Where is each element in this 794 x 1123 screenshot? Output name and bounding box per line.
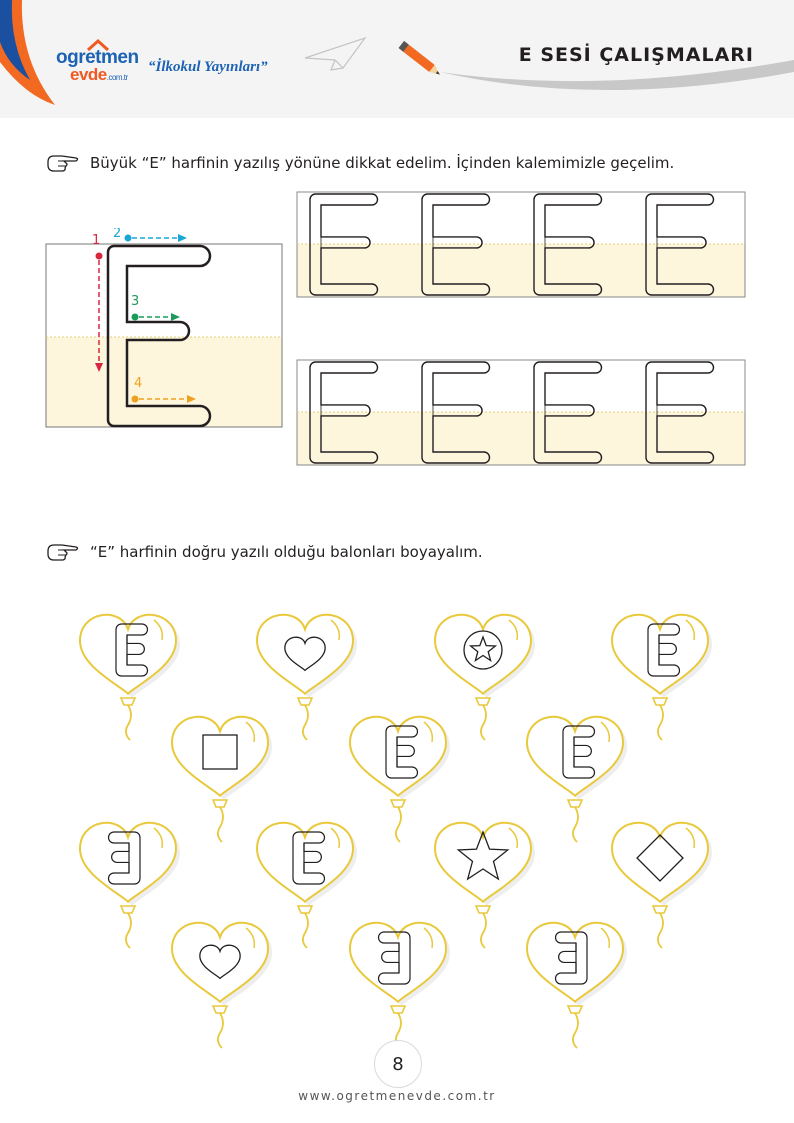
pointing-hand-icon xyxy=(46,152,80,174)
balloon-field xyxy=(0,600,794,1080)
logo-bottom-text xyxy=(70,67,139,85)
arrow-2 xyxy=(113,228,187,242)
balloon[interactable] xyxy=(527,717,627,842)
house-icon xyxy=(86,38,110,52)
balloon[interactable] xyxy=(80,823,180,948)
instruction-2-text: “E” harfinin doğru yazılı olduğu balonları boyayalım. xyxy=(90,543,483,561)
balloon[interactable] xyxy=(80,615,180,740)
logo-top-text: ogretmen xyxy=(56,47,139,68)
tracing-row-1[interactable] xyxy=(296,191,746,299)
logo-domain: .com.tr xyxy=(106,73,128,82)
step-1-label: 1 xyxy=(92,233,101,248)
balloon[interactable] xyxy=(612,823,712,948)
instruction-2 xyxy=(46,541,483,563)
instruction-1-text: Büyük “E” harfinin yazılış yönüne dikkat edelim. İçinden kalemimizle geçelim. xyxy=(90,154,675,172)
step-2-label: 2 xyxy=(113,228,122,241)
balloon[interactable] xyxy=(172,923,272,1048)
tracing-row-2[interactable] xyxy=(296,359,746,467)
logo[interactable] xyxy=(56,48,139,85)
balloon[interactable] xyxy=(435,615,535,740)
page-number: 8 xyxy=(374,1040,422,1088)
stroke-guide xyxy=(44,228,284,428)
site-url[interactable]: www.ogretmenevde.com.tr xyxy=(298,1089,496,1103)
logo-evde: evde xyxy=(70,65,107,84)
balloon[interactable] xyxy=(257,823,357,948)
step-3-label: 3 xyxy=(131,294,140,309)
balloon[interactable] xyxy=(612,615,712,740)
guide-writing-band xyxy=(47,337,282,427)
balloon[interactable] xyxy=(172,717,272,842)
paper-plane-icon xyxy=(305,38,365,70)
publisher-name: “İlkokul Yayınları” xyxy=(148,59,268,75)
step-4-label: 4 xyxy=(134,376,143,391)
pencil-icon xyxy=(399,41,443,78)
instruction-1 xyxy=(46,152,674,174)
balloon[interactable] xyxy=(435,823,535,948)
balloon[interactable] xyxy=(527,923,627,1048)
balloon[interactable] xyxy=(257,615,357,740)
balloon[interactable] xyxy=(350,923,450,1048)
page-title: E SESİ ÇALIŞMALARI xyxy=(518,44,754,66)
pointing-hand-icon xyxy=(46,541,80,563)
balloon[interactable] xyxy=(350,717,450,842)
